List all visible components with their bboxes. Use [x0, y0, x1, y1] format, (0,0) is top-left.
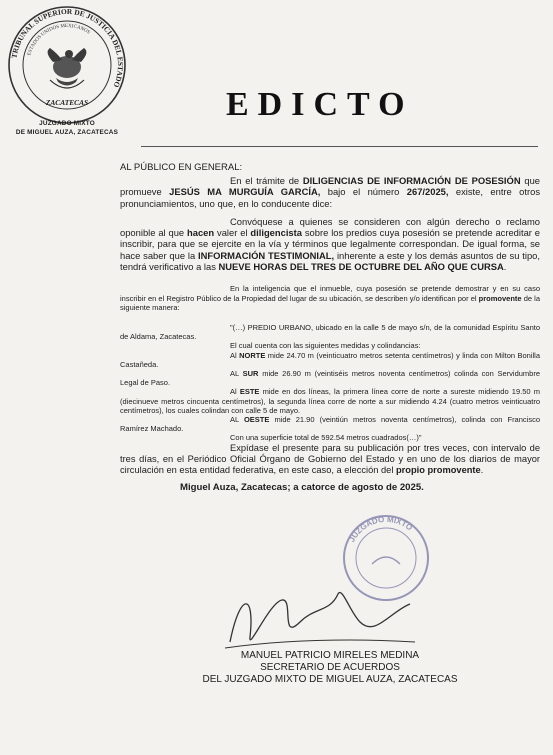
boundary-north: Al NORTE mide 24.70 m (veinticuatro metros setenta centímetros) y linda con Milton Bonilla Castañeda. — [120, 350, 540, 369]
signer-role: SECRETARIO DE ACUERDOS — [260, 662, 400, 673]
court-seal-image — [6, 4, 128, 126]
seal-ring-text: TRIBUNAL SUPERIOR DE JUSTICIA DEL ESTADO — [9, 6, 126, 89]
eagle-emblem-icon — [48, 48, 87, 88]
signer-court: DEL JUZGADO MIXTO DE MIGUEL AUZA, ZACATECAS — [202, 674, 458, 685]
property-area: Con una superficie total de 592.54 metros cuadrados(…)" — [230, 433, 422, 443]
stamp-text: JUZGADO MIXTO — [347, 514, 415, 544]
paragraph-summons: Convóquese a quienes se consideren con algún derecho o reclamo oponible al que hacen valer el diligencista sobre los predios cuya posesión se pretende acreditar e inscribir, para que se ejercite en la vía y términos que legalmente correspondan. De igual forma, se hace saber que la INFORMACIÓN TESTIMONIAL, inherente a este y los demás asuntos de su tipo, tendrá verificativo a las NUEVE HORAS DEL TRES DE OCTUBRE DEL AÑO QUE CURSA. — [120, 215, 541, 273]
signature-block — [120, 650, 540, 686]
court-line-2: DE MIGUEL AUZA, ZACATECAS — [15, 128, 119, 136]
paragraph-publication: Expídase el presente para su publicación por tres veces, con intervalo de tres días, en el Periódico Oficial Órgano de Gobierno del Estado y en uno de los diarios de mayor circulación en esta entidad federativa, en este caso, a elección del propio promovente. — [120, 442, 540, 475]
property-intro: "(…) PREDIO URBANO, ubicado en la calle 5 de mayo s/n, de la comunidad Espíritu Santo de Aldama, Zacatecas. — [120, 322, 540, 342]
page-title: EDICTO — [226, 86, 414, 123]
paragraph-description-intro: En la inteligencia que el inmueble, cuya posesión se pretende demostrar y en su caso inscribir en el Registro Público de la Propiedad del lugar de su ubicación, se describen y/o identifican por el promovente de la siguiente manera: — [120, 284, 540, 312]
boundary-south: AL SUR mide 26.90 m (veintiséis metros noventa centímetros) colinda con Servidumbre Legal de Paso. — [120, 369, 540, 388]
property-boundaries-intro: El cual cuenta con las siguientes medidas y colindancias: — [230, 341, 421, 351]
court-header — [0, 120, 134, 137]
seal-bottom-text: ZACATECAS — [45, 98, 89, 107]
paragraph-proceeding: En el trámite de DILIGENCIAS DE INFORMACIÓN DE POSESIÓN que promueve JESÚS MA MURGUÍA GARCÍA, bajo el número 267/2025, existe, entre otros pronunciamientos, uno que, en lo conducente dice: — [120, 175, 541, 209]
signer-name: MANUEL PATRICIO MIRELES MEDINA — [240, 650, 420, 661]
title-divider — [141, 146, 538, 147]
seal-inner-text: ESTADOS UNIDOS MEXICANOS — [27, 23, 91, 57]
edict-body — [120, 162, 540, 494]
court-line-1: JUZGADO MIXTO — [39, 120, 95, 127]
boundary-west: AL OESTE mide 21.90 (veintiún metros noventa centímetros), colinda con Francisco Ramírez Machado. — [120, 415, 540, 434]
boundary-east: Al ESTE mide en dos líneas, la primera línea corre de norte a sureste midiendo 19.50 m (diecinueve metros cincuenta centímetros), la segunda línea corre de norte a sur midiendo 4.24 (cuatro metros veinticuatro centímetros), los cuales colindan con calle 5 de mayo. — [120, 387, 540, 415]
svg-text:JUZGADO MIXTO — [347, 515, 414, 544]
place-and-date: Miguel Auza, Zacatecas; a catorce de agosto de 2025. — [180, 481, 424, 493]
salutation: AL PÚBLICO EN GENERAL: — [120, 162, 243, 173]
